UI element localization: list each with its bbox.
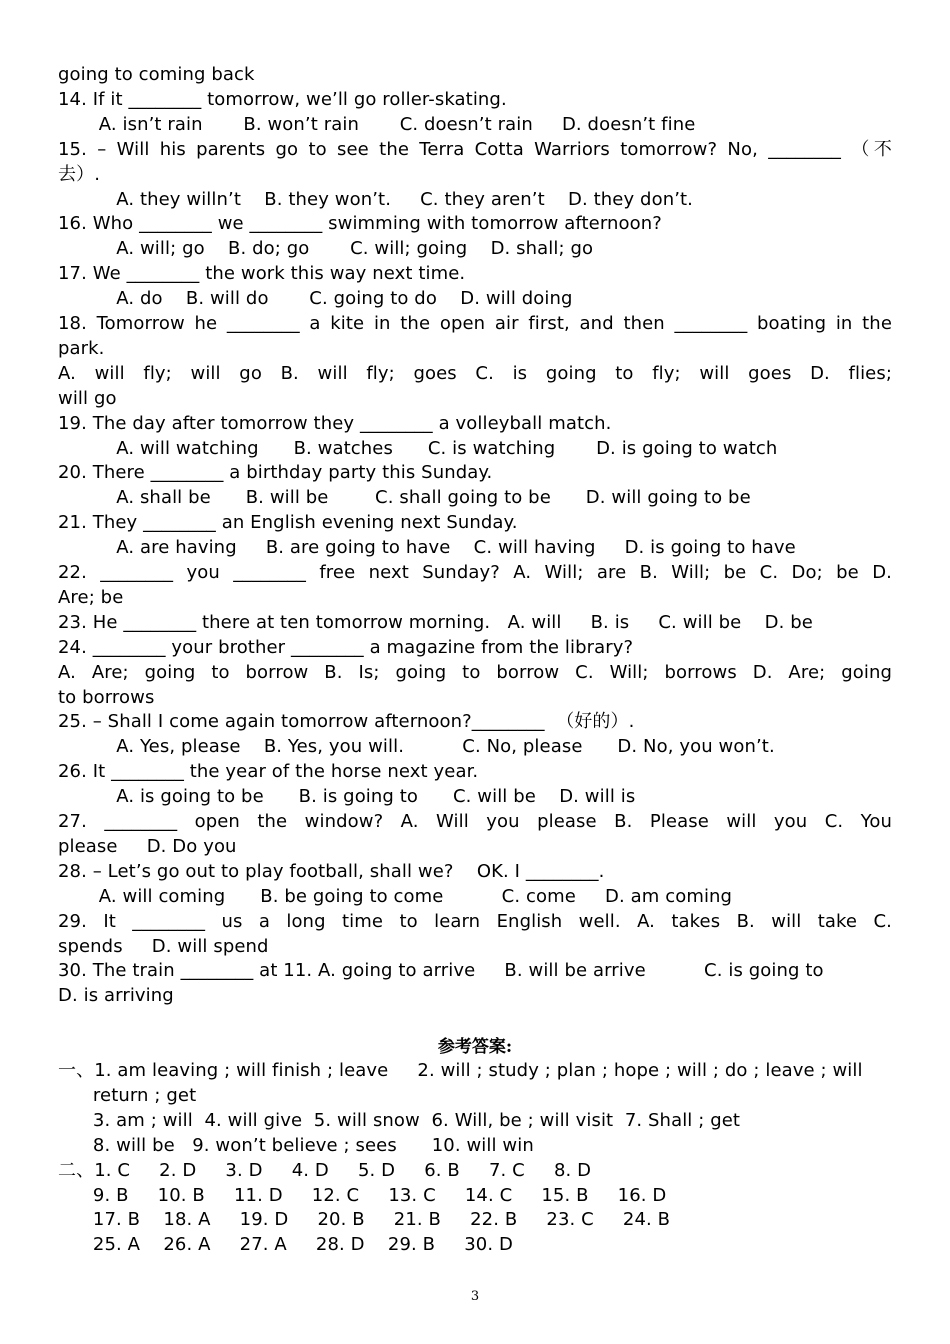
- text-line: A. are having B. are going to have C. will having D. is going to have: [58, 537, 796, 559]
- text-line: 16. Who ________ we ________ swimming with tomorrow afternoon?: [58, 213, 662, 235]
- text-line: A. Are; going to borrow B. Is; going to borrow C. Will; borrows D. Are; going: [58, 661, 892, 683]
- answer-line: 一、1. am leaving ; will finish ; leave 2. will ; study ; plan ; hope ; will ; do ; leave ; will: [58, 1060, 863, 1081]
- text-line: 20. There ________ a birthday party this Sunday.: [58, 462, 493, 484]
- text-line: Are; be: [58, 586, 124, 608]
- text-line: 21. They ________ an English evening next Sunday.: [58, 512, 518, 534]
- text-line: 去）.: [58, 163, 101, 185]
- text-line: park.: [58, 337, 105, 359]
- text-line: 19. The day after tomorrow they ________ a volleyball match.: [58, 412, 612, 434]
- text-line: 24. ________ your brother ________ a magazine from the library?: [58, 636, 634, 658]
- text-line: 30. The train ________ at 11. A. going to arrive B. will be arrive C. is going to: [58, 960, 824, 982]
- text-line: 27. ________ open the window? A. Will you please B. Please will you C. You: [58, 811, 892, 832]
- text-line: 15. – Will his parents go to see the Terra Cotta Warriors tomorrow? No, ________ （不: [58, 138, 892, 160]
- answer-line: 二、1. C 2. D 3. D 4. D 5. D 6. B 7. C 8. D: [58, 1159, 592, 1181]
- text-line: 25. – Shall I come again tomorrow afternoon?________ （好的）.: [58, 711, 635, 733]
- text-line: A. will; go B. do; go C. will; going D. shall; go: [58, 238, 594, 260]
- answer-line: 9. B 10. B 11. D 12. C 13. C 14. C 15. B 16. D: [58, 1184, 667, 1206]
- text-line: A. Yes, please B. Yes, you will. C. No, please D. No, you won’t.: [58, 736, 775, 758]
- text-line: 17. We ________ the work this way next time.: [58, 263, 466, 285]
- text-line: 28. – Let’s go out to play football, shall we? OK. I ________.: [58, 860, 605, 882]
- text-line: spends D. will spend: [58, 935, 269, 957]
- text-line: 22. ________ you ________ free next Sunday? A. Will; are B. Will; be C. Do; be D.: [58, 562, 892, 583]
- answer-line: 3. am ; will 4. will give 5. will snow 6. Will, be ; will visit 7. Shall ; get: [58, 1109, 741, 1131]
- text-line: 14. If it ________ tomorrow, we’ll go roller-skating.: [58, 88, 507, 110]
- text-line: will go: [58, 387, 117, 409]
- text-line: A. will watching B. watches C. is watching D. is going to watch: [58, 437, 778, 459]
- text-line: A. do B. will do C. going to do D. will doing: [58, 288, 573, 310]
- answer-line: 17. B 18. A 19. D 20. B 21. B 22. B 23. C 24. B: [58, 1209, 671, 1231]
- answers-title: 参考答案:: [437, 1037, 513, 1057]
- page-number: 3: [470, 1289, 480, 1304]
- text-line: A. will fly; will go B. will fly; goes C. is going to fly; will goes D. flies;: [58, 362, 892, 384]
- text-line: D. is arriving: [58, 985, 174, 1007]
- text-line: to borrows: [58, 686, 155, 708]
- text-line: 18. Tomorrow he ________ a kite in the open air first, and then ________ boating in the: [58, 313, 892, 334]
- answer-line: return ; get: [58, 1084, 197, 1106]
- text-line: please D. Do you: [58, 835, 237, 857]
- text-line: 23. He ________ there at ten tomorrow morning. A. will B. is C. will be D. be: [58, 611, 813, 633]
- text-line: A. they willn’t B. they won’t. C. they aren’t D. they don’t.: [58, 188, 694, 210]
- text-line: A. will coming B. be going to come C. come D. am coming: [58, 885, 733, 907]
- answer-line: 25. A 26. A 27. A 28. D 29. B 30. D: [58, 1234, 513, 1256]
- text-line: A. shall be B. will be C. shall going to be D. will going to be: [58, 487, 751, 509]
- text-line: going to coming back: [58, 64, 255, 85]
- text-line: 29. It ________ us a long time to learn English well. A. takes B. will take C.: [58, 910, 892, 932]
- text-line: A. isn’t rain B. won’t rain C. doesn’t rain D. doesn’t fine: [58, 113, 696, 135]
- text-line: A. is going to be B. is going to C. will be D. will is: [58, 786, 636, 808]
- answer-line: 8. will be 9. won’t believe ; sees 10. will win: [58, 1134, 534, 1156]
- text-line: 26. It ________ the year of the horse next year.: [58, 761, 479, 783]
